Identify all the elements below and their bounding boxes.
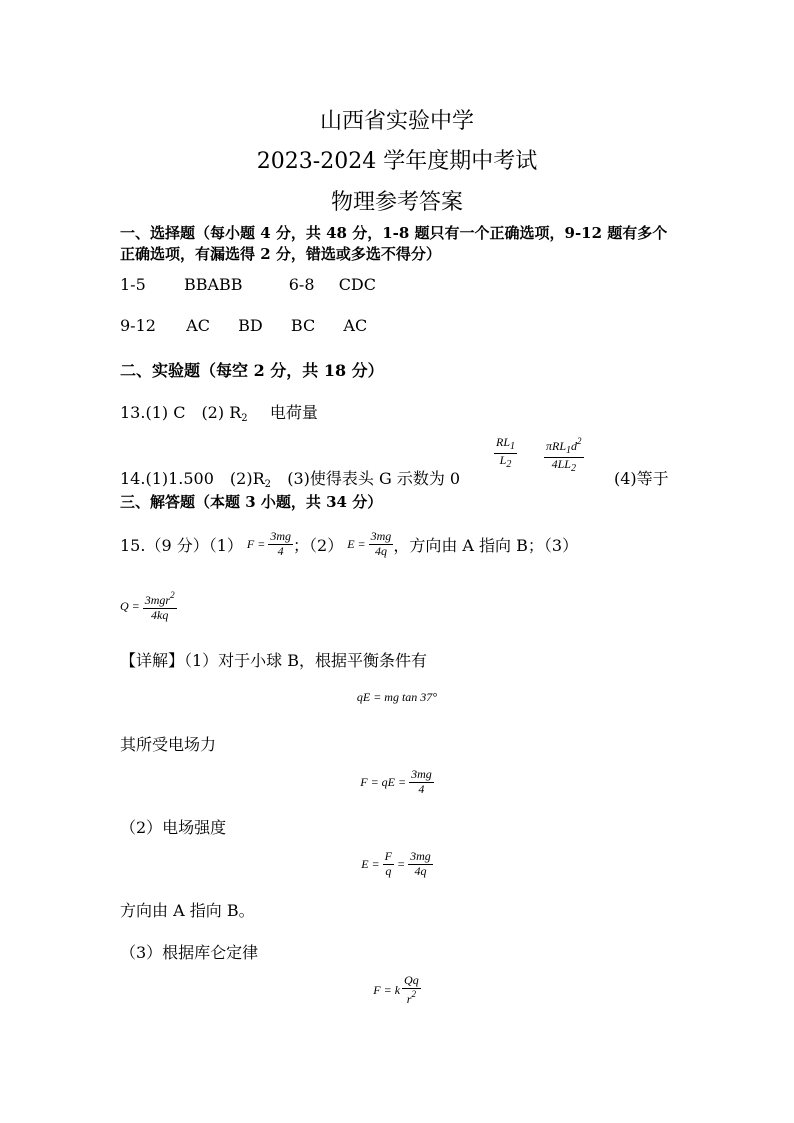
eq4-lhs: F = k — [373, 982, 401, 997]
q14-frac2-den-sub: 2 — [570, 462, 576, 474]
answer-row-2 — [120, 316, 367, 335]
q13-sub: 2 — [241, 413, 248, 424]
q13-text-b: 电荷量 — [269, 403, 318, 422]
q14-text-left — [120, 466, 460, 490]
q14-fraction-2 — [544, 436, 584, 474]
detail-line3: （2）电场强度 — [120, 818, 227, 837]
q13-text-a: 13.(1) C (2) R — [120, 403, 242, 422]
q14-text-b: (3)使得表头 G 示数为 0 — [287, 469, 461, 488]
q15-f-fraction — [268, 530, 293, 559]
eq4-den-sup: 2 — [411, 988, 416, 999]
q14-fraction-1 — [494, 436, 517, 470]
answers-6-8: CDC — [338, 275, 376, 294]
q15-q-fraction — [143, 590, 177, 623]
answer-10: BD — [238, 316, 263, 335]
eq3-lhs: E = — [361, 856, 380, 871]
q15-sep1: ；（2） — [293, 535, 344, 555]
equation-f — [0, 764, 794, 800]
detail-line4: 方向由 A 指向 B。 — [120, 901, 255, 920]
answer-11: BC — [290, 316, 316, 335]
q14-frac1-den: L — [499, 452, 507, 467]
answer-9: AC — [186, 316, 210, 335]
eq4-den: r — [406, 991, 412, 1006]
q15-f-den: 4 — [277, 543, 284, 558]
eq2-fraction — [409, 768, 434, 797]
q15-answer-line — [120, 522, 578, 566]
eq2-num: 3mg — [411, 766, 432, 781]
eq4-num: Qq — [404, 972, 419, 987]
q14-text-a: 14.(1)1.500 (2)R — [120, 469, 265, 488]
answer-row-1 — [120, 275, 376, 294]
range-9-12: 9-12 — [120, 316, 156, 335]
q14-text-c: (4)等于 — [614, 469, 669, 488]
q15-q-den: 4kq — [151, 607, 169, 622]
answers-1-5: BBABB — [183, 275, 243, 294]
answer-12: AC — [343, 316, 368, 335]
eq3-fraction-2 — [408, 850, 433, 879]
q15-q-lhs: Q = — [120, 598, 140, 613]
range-6-8: 6-8 — [288, 275, 315, 294]
q14-frac1-num: RL — [496, 435, 511, 449]
q15-f-lhs: F = — [246, 536, 266, 551]
q14-sub: 2 — [264, 479, 272, 490]
q15-direction: ，方向由 A 指向 B；（3） — [393, 535, 579, 555]
equation-coulomb — [0, 972, 794, 1008]
q14-frac1-den-sub: 2 — [506, 458, 512, 470]
range-1-5: 1-5 — [120, 275, 146, 294]
equation-e — [0, 846, 794, 882]
q13-answer — [120, 400, 318, 424]
section1-title-line1: 一、选择题（每小题 4 分，共 48 分，1-8 题只有一个正确选项，9-12 题有多个 — [120, 224, 668, 242]
eq3-mid: = — [397, 856, 406, 871]
section2-title: 二、实验题（每空 2 分，共 18 分） — [120, 361, 384, 380]
q15-e-fraction — [369, 530, 394, 559]
detail-label: 【详解】（1）对于小球 B，根据平衡条件有 — [120, 651, 428, 670]
eq3-num2: 3mg — [410, 848, 431, 863]
q14-frac2-num-sub: 1 — [566, 445, 572, 456]
q14-frac2-num-sup: 2 — [577, 436, 582, 446]
q15-e-den: 4q — [374, 543, 387, 558]
subject-title: 物理参考答案 — [330, 190, 463, 215]
q15-e-lhs: E = — [347, 536, 366, 551]
eq3-den1: q — [385, 863, 392, 878]
eq2-lhs: F = qE = — [360, 774, 407, 789]
section1-title-line2: 正确选项，有漏选得 2 分，错选或多选不得分） — [120, 245, 441, 263]
q15-f-num: 3mg — [270, 528, 292, 543]
equation-qe: qE = mg tan 37° — [356, 690, 438, 704]
q15-q-num-sup: 2 — [170, 589, 175, 600]
q15-q-num: 3mgr — [144, 592, 171, 607]
q14-frac2-num: πRL — [546, 439, 567, 453]
q14-frac2-den: 4LL — [551, 456, 571, 471]
school-title: 山西省实验中学 — [319, 109, 474, 134]
eq2-den: 4 — [418, 781, 425, 796]
eq3-den2: 4q — [414, 863, 427, 878]
q14-frac2-num-tail: d — [571, 439, 578, 453]
section3-title: 三、解答题（本题 3 小题，共 34 分） — [120, 493, 383, 511]
q14-frac1-num-sub: 1 — [510, 441, 516, 452]
detail-line5: （3）根据库仑定律 — [120, 943, 259, 962]
eq4-fraction — [402, 974, 421, 1007]
eq3-fraction-1 — [383, 850, 394, 879]
exam-title: 2023-2024 学年度期中考试 — [256, 149, 538, 174]
q15-q-expression — [120, 586, 177, 626]
eq3-num1: F — [384, 848, 392, 863]
detail-line2: 其所受电场力 — [120, 735, 217, 754]
q15-lead: 15.（9 分）（1） — [120, 535, 243, 555]
q15-e-num: 3mg — [370, 528, 392, 543]
